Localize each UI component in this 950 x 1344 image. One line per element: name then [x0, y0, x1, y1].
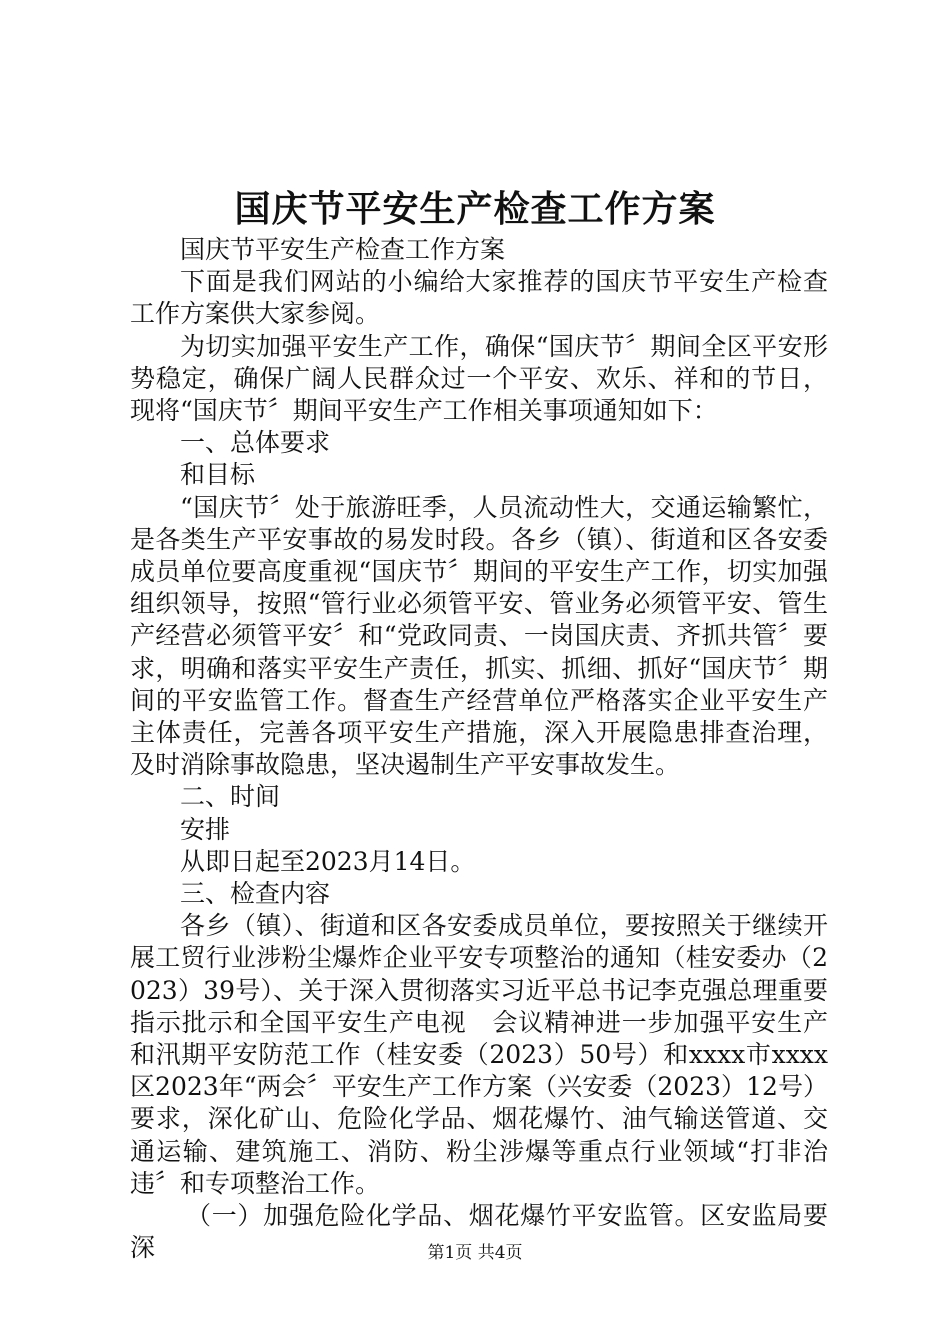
section-heading-2-cont: 安排 — [180, 814, 231, 844]
page-footer: 第1页 共4页 — [427, 1243, 523, 1263]
section-heading-3: 三、检查内容 — [180, 879, 331, 909]
page-title: 国庆节平安生产检查工作方案 — [234, 188, 716, 230]
section-heading-2: 二、时间 — [180, 782, 281, 812]
section-heading-1: 一、总体要求 — [180, 428, 331, 458]
paragraph-subsection-1: （一）加强危险化学品、烟花爆竹平安监管。区安监局要深 — [130, 1201, 828, 1263]
paragraph-purpose: 为切实加强平安生产工作，确保“国庆节〞期间全区平安形势稳定，确保广阔人民群众过一个平安、欢乐、祥和的节日，现将“国庆节〞期间平安生产工作相关事项通知如下： — [130, 331, 828, 426]
paragraph-schedule: 从即日起至2023月14日。 — [180, 846, 476, 876]
paragraph-requirements: “国庆节〞处于旅游旺季，人员流动性大，交通运输繁忙，是各类生产平安事故的易发时段。各乡（镇）、街道和区各安委成员单位要高度重视“国庆节〞期间的平安生产工作，切实加强组织领导，按照“管行业必须管平安、管业务必须管平安、管生产经营必须管平安〞和“党政同责、一岗国庆责、齐抓共管〞要求，明确和落实平安生产责任，抓实、抓细、抓好“国庆节〞期间的平安监管工作。督查生产经营单位严格落实企业平安生产主体责任，完善各项平安生产措施，深入开展隐患排查治理，及时消除事故隐患，坚决遏制生产平安事故发生。 — [130, 492, 828, 780]
section-heading-1-cont: 和目标 — [180, 460, 256, 490]
paragraph-content: 各乡（镇）、街道和区各安委成员单位，要按照关于继续开展工贸行业涉粉尘爆炸企业平安专项整治的通知（桂安委办（2023）39号）、关于深入贯彻落实习近平总书记李克强总理重要指示批示和全国平安生产电视 会议精神进一步加强平安生产和汛期平安防范工作（桂安委（2023）50号）和xxxx市xxxx区2023年“两会〞平安生产工作方案（兴安委（2023）12号）要求，深化矿山、危险化学品、烟花爆竹、油气输送管道、交通运输、建筑施工、消防、粉尘涉爆等重点行业领域“打非治违〞和专项整治工作。 — [130, 911, 828, 1198]
paragraph-repeat-title: 国庆节平安生产检查工作方案 — [180, 235, 506, 264]
document-body — [130, 234, 828, 1265]
paragraph-intro: 下面是我们网站的小编给大家推荐的国庆节平安生产检查工作方案供大家参阅。 — [130, 267, 828, 329]
